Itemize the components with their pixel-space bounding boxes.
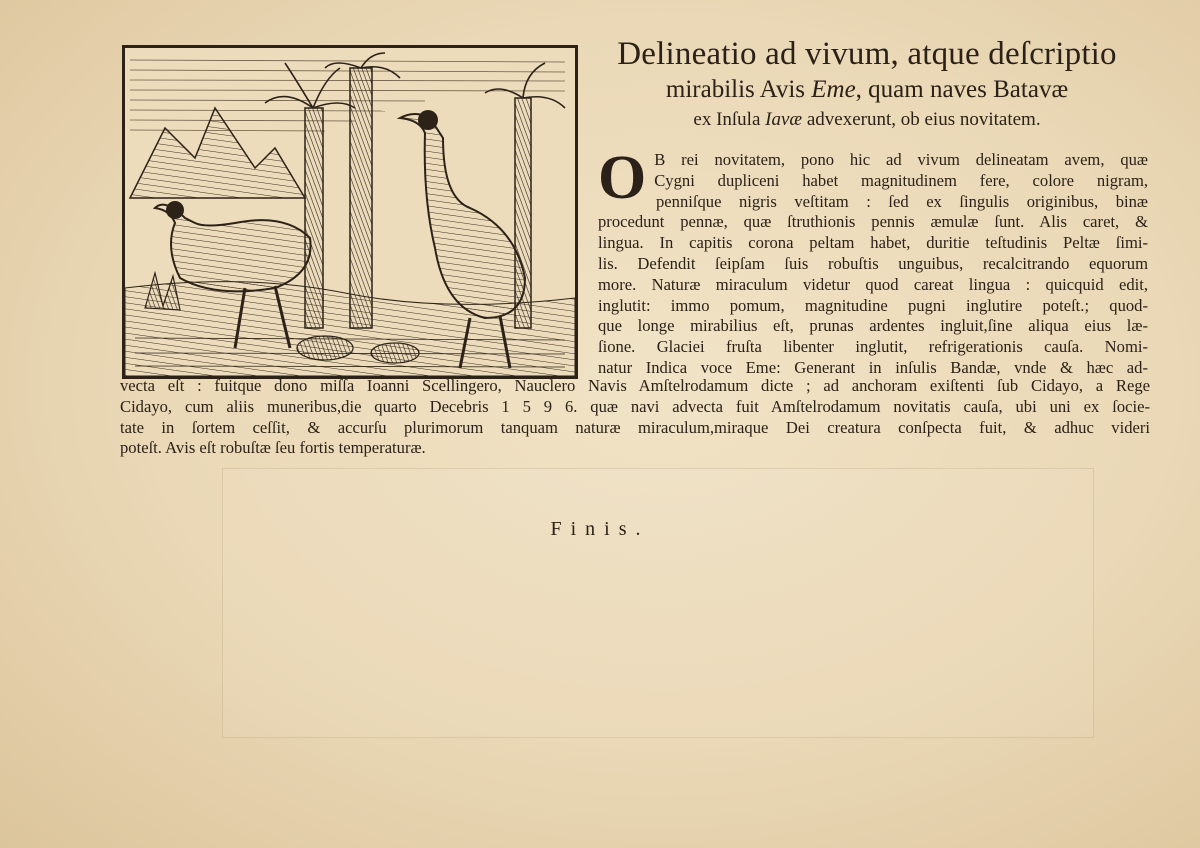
body-line: ſione. Glaciei fruſta libenter inglutit, refrigerationis cauſa. Nomi- (598, 337, 1148, 357)
body-line: B rei novitatem, pono hic ad vivum delineatam avem, quæ (654, 150, 1148, 169)
emu-woodcut-image (125, 48, 575, 376)
body-line: lingua. In capitis corona peltam habet, duritie teſtudinis Peltæ ſimi- (598, 233, 1148, 253)
body-line: natur Indica voce Eme: Generant in inſulis Bandæ, vnde & hæc ad- (598, 357, 1148, 377)
body-line: tate in ſortem ceſſit, & accurſu plurimorum tanquam naturæ miraculum,miraque Dei creatura conſpecta fuit, & adhuc videri (120, 417, 1150, 437)
finis-label: Finis. (550, 518, 650, 540)
title-line-3-post: advexerunt, ob eius novitatem. (802, 108, 1041, 130)
body-line: more. Naturæ miraculum videtur quod careat lingua : quicquid edit, (598, 274, 1148, 294)
title-line-3-pre: ex Inſula (693, 108, 766, 130)
title-line-3 (584, 109, 1150, 131)
body-line: procedunt pennæ, quæ ſtruthionis pennis æmulæ ſunt. Alis caret, & (598, 212, 1148, 232)
body-line: lis. Defendit ſeipſam ſuis robuſtis unguibus, recalcitrando equorum (598, 253, 1148, 273)
title-block (584, 36, 1150, 131)
body-line: penniſque nigris veſtitam : ſed ex ſingulis originibus, binæ (656, 191, 1148, 211)
drop-cap: O (598, 144, 647, 212)
title-line-1: Delineatio ad vivum, atque deſcriptio (617, 36, 1117, 72)
island-name-italic: Iavæ (765, 108, 803, 130)
body-text-side-column (598, 144, 1148, 379)
body-text-full-width (120, 376, 1150, 459)
bird-name-italic: Eme (811, 75, 856, 103)
plate-mark (222, 468, 1094, 738)
body-line: inglutit: immo pomum, magnitudine pugni inglutire poteſt.; quod- (598, 295, 1148, 315)
woodcut-illustration (122, 45, 578, 379)
body-line: Cygni dupliceni habet magnitudinem fere, colore nigram, (654, 170, 1148, 190)
body-line: vecta eſt : fuitque dono miſſa Ioanni Scellingero, Nauclero Navis Amſtelrodamum dicte ; ad anchoram exiſtenti ſub Cidayo, a Rege (120, 376, 1150, 395)
title-line-2-pre: mirabilis Avis (665, 75, 812, 103)
title-line-2-post: , quam naves Batavæ (855, 75, 1069, 103)
body-line: que longe mirabilius eſt, prunas ardentes ingluit,ſine aliqua eius læ- (598, 316, 1148, 336)
body-line: Cidayo, cum aliis muneribus,die quarto Decebris 1 5 9 6. quæ navi advecta fuit Amſtelrodamum novitatis cauſa, ubi uni ex ſocie- (120, 396, 1150, 416)
title-line-2 (584, 76, 1150, 105)
body-line: poteſt. Avis eſt robuſtæ ſeu fortis temperaturæ. (120, 438, 426, 458)
